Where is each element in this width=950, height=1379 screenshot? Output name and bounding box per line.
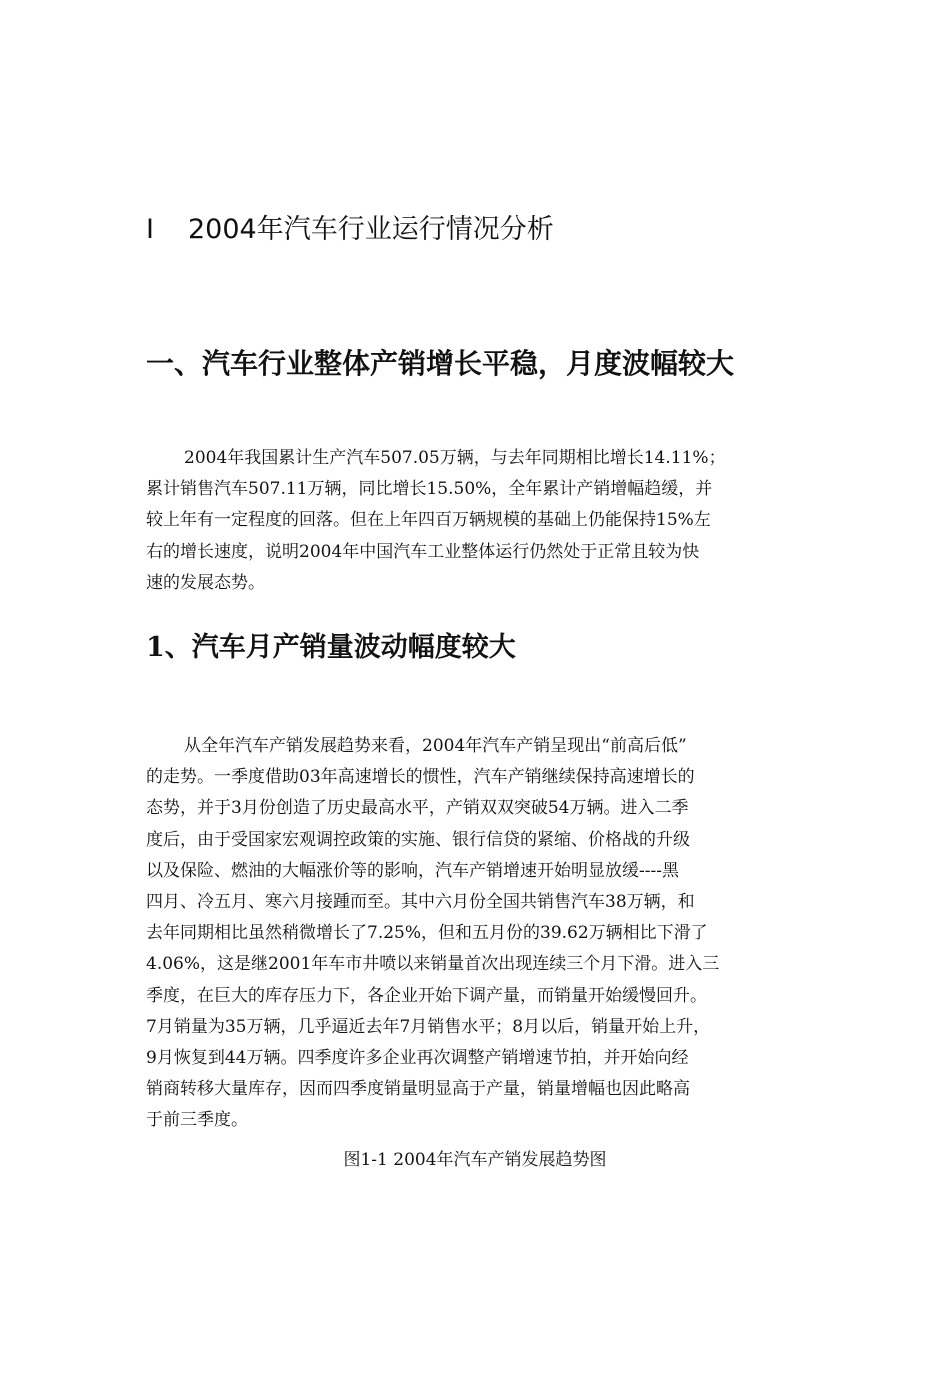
chapter-title	[146, 208, 554, 252]
paragraph-line: 度后，由于受国家宏观调控政策的实施、银行信贷的紧缩、价格战的升级	[146, 829, 690, 850]
paragraph-line: 2004年我国累计生产汽车507.05万辆，与去年同期相比增长14.11%；	[184, 448, 726, 468]
chapter-title-text: 2004年汽车行业运行情况分析	[188, 214, 554, 245]
paragraph-line: 7月销量为35万辆，几乎逼近去年7月销售水平；8月以后，销量开始上升，	[146, 1016, 711, 1037]
paragraph-line: 的走势。一季度借助03年高速增长的惯性，汽车产销继续保持高速增长的	[146, 767, 695, 788]
paragraph-line: 去年同期相比虽然稍微增长了7.25%，但和五月份的39.62万辆相比下滑了	[146, 923, 708, 944]
paragraph-production-sales-summary	[146, 443, 808, 599]
paragraph-line: 右的增长速度，说明2004年中国汽车工业整体运行仍然处于正常且较为快	[146, 541, 700, 562]
chapter-number: I	[146, 214, 154, 245]
paragraph-line: 速的发展态势。	[146, 572, 265, 593]
paragraph-line: 从全年汽车产销发展趋势来看，2004年汽车产销呈现出“前高后低”	[184, 736, 687, 756]
paragraph-line: 累计销售汽车507.11万辆，同比增长15.50%，全年累计产销增幅趋缓，并	[146, 479, 713, 500]
figure-caption: 图1-1 2004年汽车产销发展趋势图	[343, 1150, 607, 1170]
paragraph-line: 态势，并于3月份创造了历史最高水平，产销双双突破54万辆。进入二季	[146, 798, 689, 819]
section-heading: 一、汽车行业整体产销增长平稳，月度波幅较大	[146, 347, 735, 380]
paragraph-monthly-fluctuation	[146, 731, 808, 1137]
paragraph-line: 较上年有一定程度的回落。但在上年四百万辆规模的基础上仍能保持15%左	[146, 510, 711, 531]
subsection-heading: 1、汽车月产销量波动幅度较大	[146, 632, 516, 663]
paragraph-line: 9月恢复到44万辆。四季度许多企业再次调整产销增速节拍，并开始向经	[146, 1048, 689, 1069]
paragraph-line: 4.06%，这是继2001年车市井喷以来销量首次出现连续三个月下滑。进入三	[146, 954, 720, 975]
paragraph-line: 销商转移大量库存，因而四季度销量明显高于产量，销量增幅也因此略高	[146, 1079, 690, 1100]
paragraph-line: 于前三季度。	[146, 1110, 248, 1131]
paragraph-line: 四月、冷五月、寒六月接踵而至。其中六月份全国共销售汽车38万辆，和	[146, 892, 695, 913]
paragraph-line: 季度，在巨大的库存压力下，各企业开始下调产量，而销量开始缓慢回升。	[146, 985, 707, 1006]
paragraph-line: 以及保险、燃油的大幅涨价等的影响，汽车产销增速开始明显放缓----黑	[146, 860, 679, 881]
